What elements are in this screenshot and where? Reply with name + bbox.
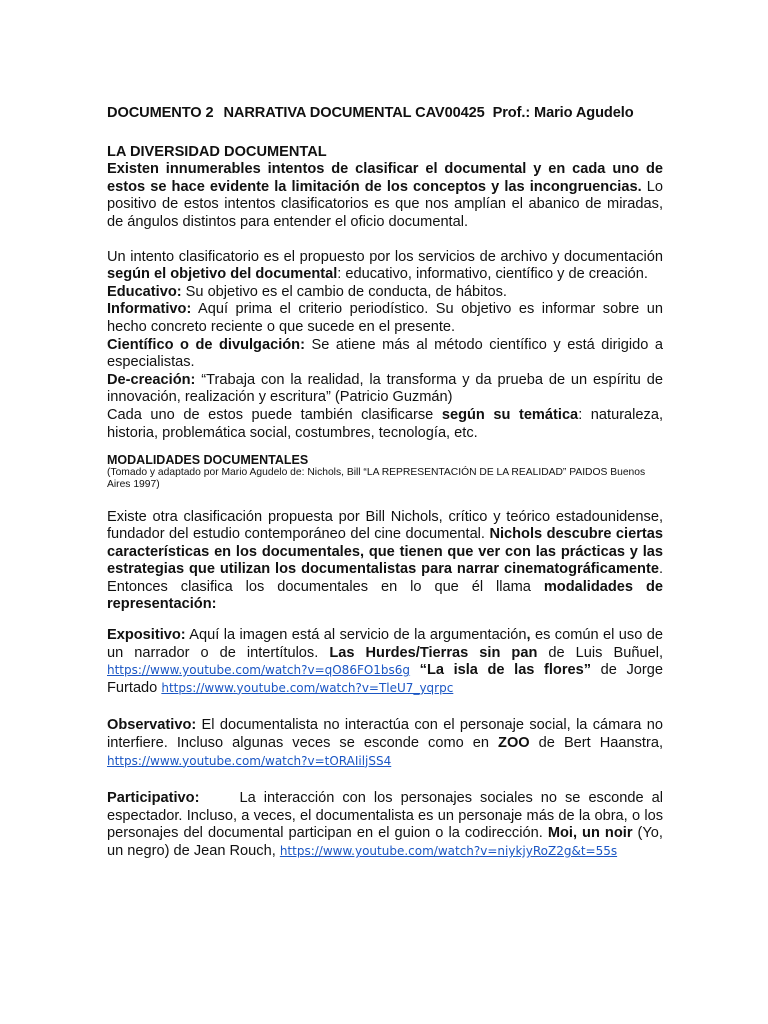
tematica-item: Cada uno de estos puede también clasificarse según su temática: naturaleza, historia, problemática social, costumbres, tecnología, etc.: [107, 406, 663, 441]
objetivo-paragraph: Un intento clasificatorio es el propuesto por los servicios de archivo y documentación según el objetivo del documental: educativo, informativo, científico y de creación.: [107, 248, 663, 283]
professor: Prof.: Mario Agudelo: [492, 105, 634, 121]
observativo-paragraph: Observativo: El documentalista no interactúa con el personaje social, la cámara no interfiere. Incluso algunas veces se esconde como en ZOO de Bert Haanstra, https://www.youtube.com/watch?v=tORAIiljSS4: [107, 717, 663, 768]
expositivo-paragraph: Expositivo: Aquí la imagen está al servicio de la argumentación, es común el uso de un narrador o de intertítulos. Las Hurdes/Tierras sin pan de Luis Buñuel, https://www.youtube.com/watch?v=qO86FO1bs6g “La isla de las flores” de Jorge Furtado https://www.youtube.com/watch?v=TleU7_yqrpc: [107, 627, 663, 696]
link-isla-de-las-flores[interactable]: https://www.youtube.com/watch?v=TleU7_yqrpc: [161, 680, 454, 695]
doc-number: DOCUMENTO 2: [107, 105, 214, 121]
informativo-item: Informativo: Aquí prima el criterio periodístico. Su objetivo es informar sobre un hecho concreto reciente o que sucede en el presente.: [107, 301, 663, 335]
source-note: (Tomado y adaptado por Mario Agudelo de: Nichols, Bill “LA REPRESENTACIÓN DE LA REALIDAD” PAIDOS Buenos Aires 1997): [107, 467, 646, 491]
participativo-paragraph: Participativo: La interacción con los personajes sociales no se esconde al espectador. Incluso, a veces, el documentalista es un personaje más de la obra, o los personajes del documental participan en el guion o la codirección. Moi, un noir (Yo, un negro) de Jean Rouch, https://www.youtube.com/watch?v=niykjyRoZ2g&t=55s: [107, 790, 668, 859]
educativo-item: Educativo: Su objetivo es el cambio de conducta, de hábitos.: [107, 283, 507, 300]
document-page: [107, 105, 668, 861]
creacion-item: De-creación: “Trabaja con la realidad, la transforma y da prueba de un espíritu de innovación, realización y escritura” (Patricio Guzmán): [107, 371, 663, 406]
link-moi-un-noir[interactable]: https://www.youtube.com/watch?v=niykjyRoZ2g&t=55s: [279, 844, 618, 858]
link-las-hurdes[interactable]: https://www.youtube.com/watch?v=qO86FO1bs6g: [107, 663, 411, 678]
diversidad-paragraph: Existen innumerables intentos de clasificar el documental y en cada uno de estos se hace evidente la limitación de los conceptos y las incongruencias. Lo positivo de estos intentos clasificatorios es que nos amplían el abanico de miradas, de ángulos distintos para entender el oficio documental.: [107, 161, 663, 230]
nichols-paragraph: Existe otra clasificación propuesta por Bill Nichols, crítico y teórico estadounidense, fundador del estudio contemporáneo del cine documental. Nichols descubre ciertas características en los documentales, que tienen que ver con las prácticas y las estrategias que utilizan los documentalistas para narrar cinematográficamente. Entonces clasifica los documentales en lo que él llama modalidades de representación:: [107, 508, 663, 613]
link-zoo[interactable]: https://www.youtube.com/watch?v=tORAIiljSS4: [107, 753, 392, 768]
section-title-modalidades: MODALIDADES DOCUMENTALES: [107, 453, 309, 468]
section-title-diversidad: LA DIVERSIDAD DOCUMENTAL: [107, 143, 327, 160]
course-title: NARRATIVA DOCUMENTAL CAV00425: [223, 105, 485, 121]
cientifico-item: Científico o de divulgación: Se atiene más al método científico y está dirigido a especialistas.: [107, 336, 663, 371]
document-header: [107, 105, 663, 123]
